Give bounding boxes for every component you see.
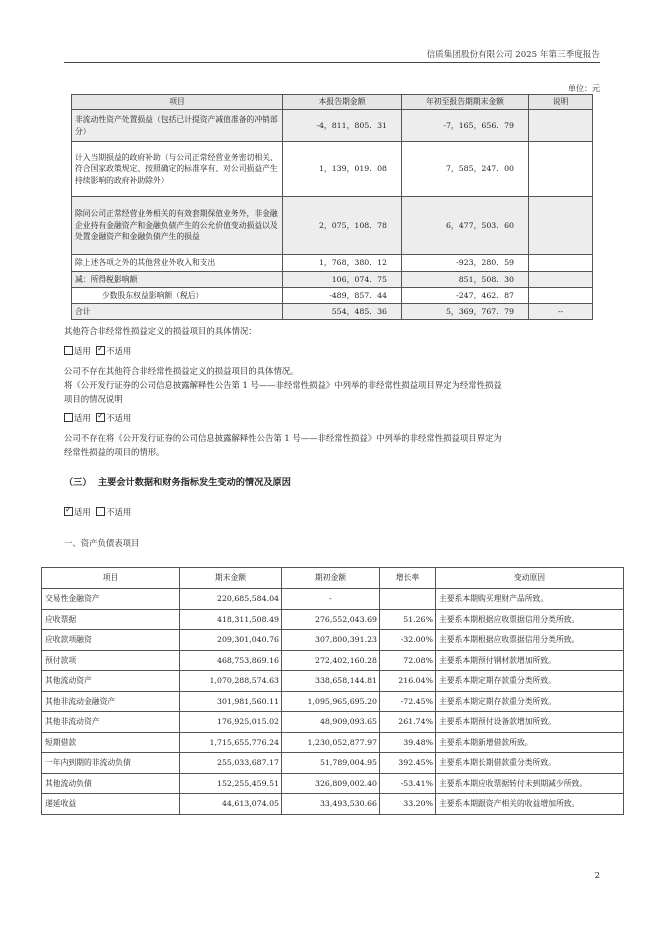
row-label: 交易性金融资产 <box>42 589 180 610</box>
cell-reason: 主要系本期购买理财产品所致。 <box>436 589 624 610</box>
non-recurring-gains-table <box>71 94 593 320</box>
cell-value: 220,685,584.04 <box>180 589 282 610</box>
cell-value: -923，280．59 <box>402 255 529 272</box>
option-label: 适用 <box>74 413 91 423</box>
cell-value: 1,070,288,574.63 <box>180 671 282 692</box>
cell-value: 261.74% <box>380 712 436 733</box>
cell-value: 209,301,040.76 <box>180 630 282 651</box>
checkbox-checked <box>64 507 73 516</box>
cell-value: 48,909,093.65 <box>282 712 380 733</box>
cell-note <box>529 110 593 142</box>
cell-value: 5，369，767．79 <box>402 304 529 320</box>
row-label: 其他非流动资产 <box>42 712 180 733</box>
row-label: 合计 <box>72 304 283 320</box>
cell-reason: 主要系本期预付钢材款增加所致。 <box>436 650 624 671</box>
paragraph: 公司不存在其他符合非经常性损益定义的损益项目的具体情况。 <box>64 366 299 376</box>
row-label: 少数股东权益影响额（税后） <box>72 288 283 304</box>
cell-value: 51.26% <box>380 609 436 630</box>
table-row <box>42 794 624 815</box>
cell-note <box>529 272 593 288</box>
cell-value: 33,493,530.66 <box>282 794 380 815</box>
cell-value: 255,033,687.17 <box>180 753 282 774</box>
table-row <box>72 272 593 288</box>
table-row <box>42 691 624 712</box>
paragraph: 其他符合非经常性损益定义的损益项目的具体情况： <box>64 326 257 336</box>
row-label: 应收款项融资 <box>42 630 180 651</box>
cell-value: 176,925,015.02 <box>180 712 282 733</box>
cell-value: 2，075，108．78 <box>283 197 402 255</box>
checkbox-unchecked <box>64 346 73 355</box>
row-label: 其他流动负债 <box>42 773 180 794</box>
table-header-row <box>42 568 624 589</box>
balance-sheet-changes-table <box>41 567 624 815</box>
cell-value: -72.45% <box>380 691 436 712</box>
unit-label: 单位：元 <box>568 84 600 93</box>
cell-reason: 主要系本期定期存款重分类所致。 <box>436 691 624 712</box>
cell-value: 6，477，503．60 <box>402 197 529 255</box>
cell-reason: 主要系本期长期借款重分类所致。 <box>436 753 624 774</box>
cell-value: 338,658,144.81 <box>282 671 380 692</box>
paragraph: 经常性损益的项目的情形。 <box>64 447 165 457</box>
cell-value: 272,402,160.28 <box>282 650 380 671</box>
cell-value: 1,715,655,776.24 <box>180 732 282 753</box>
cell-value: 326,809,002.40 <box>282 773 380 794</box>
cell-note <box>529 142 593 197</box>
cell-value: 418,311,508.49 <box>180 609 282 630</box>
cell-note <box>529 255 593 272</box>
cell-value: 1，768，380．12 <box>283 255 402 272</box>
cell-note: -- <box>529 304 593 320</box>
row-label: 预付款项 <box>42 650 180 671</box>
row-label: 除同公司正常经营业务相关的有效套期保值业务外，非金融企业持有金融资产和金融负债产生的公允价值变动损益以及处置金融资产和金融负债产生的损益 <box>72 197 283 255</box>
cell-value: 554，485．36 <box>283 304 402 320</box>
cell-value: -53.41% <box>380 773 436 794</box>
table-row <box>42 630 624 651</box>
page-number: 2 <box>594 870 600 880</box>
cell-reason: 主要系本期根据应收票据信用分类所致。 <box>436 630 624 651</box>
cell-reason: 主要系本期预付设备款增加所致。 <box>436 712 624 733</box>
table-row <box>42 650 624 671</box>
row-label: 其他非流动金融资产 <box>42 691 180 712</box>
cell-value: 44,613,074.05 <box>180 794 282 815</box>
cell-reason: 主要系本期新增借款所致。 <box>436 732 624 753</box>
cell-value: 72.08% <box>380 650 436 671</box>
table-row <box>42 732 624 753</box>
cell-value: - <box>282 589 380 610</box>
row-label: 非流动性资产处置损益（包括已计提资产减值准备的冲销部分） <box>72 110 283 142</box>
row-label: 应收票据 <box>42 609 180 630</box>
column-header: 增长率 <box>380 568 436 589</box>
cell-value: 51,789,004.95 <box>282 753 380 774</box>
table-row <box>72 255 593 272</box>
cell-value: 1，139，019．08 <box>283 142 402 197</box>
cell-value: -7，165，656．79 <box>402 110 529 142</box>
checkbox-checked <box>96 346 105 355</box>
row-label: 递延收益 <box>42 794 180 815</box>
table-row <box>42 773 624 794</box>
cell-value: 1,230,052,877.97 <box>282 732 380 753</box>
table-row <box>42 609 624 630</box>
cell-value: 307,800,391.23 <box>282 630 380 651</box>
cell-reason: 主要系本期应收票据转付未到期减少所致。 <box>436 773 624 794</box>
row-label: 计入当期损益的政府补助（与公司正常经营业务密切相关、符合国家政策规定、按照确定的标准享有、对公司损益产生持续影响的政府补助除外） <box>72 142 283 197</box>
paragraph: 将《公开发行证券的公司信息披露解释性公告第 1 号——非经常性损益》中列举的非经常性损益项目界定为经常性损益 <box>64 380 502 390</box>
checkbox-unchecked <box>64 413 73 422</box>
cell-reason: 主要系本期定期存款重分类所致。 <box>436 671 624 692</box>
column-header: 说明 <box>529 95 593 110</box>
column-header: 变动原因 <box>436 568 624 589</box>
row-label: 除上述各项之外的其他营业外收入和支出 <box>72 255 283 272</box>
row-label: 一年内到期的非流动负债 <box>42 753 180 774</box>
option-label: 不适用 <box>106 346 132 356</box>
option-label: 适用 <box>74 346 91 356</box>
cell-value: 152,255,459.51 <box>180 773 282 794</box>
cell-value: -247，462．87 <box>402 288 529 304</box>
cell-note <box>529 288 593 304</box>
table-row <box>42 671 624 692</box>
table-total-row <box>72 304 593 320</box>
cell-reason: 主要系本期跟资产相关的收益增加所致。 <box>436 794 624 815</box>
cell-value: -4，811，805．31 <box>283 110 402 142</box>
applicability-checkboxes <box>64 412 131 426</box>
row-label: 其他流动资产 <box>42 671 180 692</box>
cell-value: 276,552,043.69 <box>282 609 380 630</box>
cell-value: 7，585，247．00 <box>402 142 529 197</box>
checkbox-checked <box>96 413 105 422</box>
column-header: 本报告期金额 <box>283 95 402 110</box>
option-label: 不适用 <box>106 507 132 517</box>
column-header: 项目 <box>72 95 283 110</box>
table-row <box>42 712 624 733</box>
option-label: 适用 <box>74 507 91 517</box>
row-label: 减：所得税影响额 <box>72 272 283 288</box>
cell-value: 33.20% <box>380 794 436 815</box>
cell-value: -489，857．44 <box>283 288 402 304</box>
table-row <box>72 197 593 255</box>
cell-value: 301,981,560.11 <box>180 691 282 712</box>
table-row <box>72 288 593 304</box>
section-heading: （三） 主要会计数据和财务指标发生变动的情况及原因 <box>64 477 291 488</box>
cell-note <box>529 197 593 255</box>
cell-value <box>380 589 436 610</box>
cell-value: 1,095,965,695.20 <box>282 691 380 712</box>
paragraph: 公司不存在将《公开发行证券的公司信息披露解释性公告第 1 号——非经常性损益》中列举的非经常性损益项目界定为 <box>64 433 502 443</box>
cell-value: 39.48% <box>380 732 436 753</box>
applicability-checkboxes <box>64 345 131 359</box>
cell-value: 216.04% <box>380 671 436 692</box>
subsection-heading: 一、资产负债表项目 <box>64 538 140 548</box>
option-label: 不适用 <box>106 413 132 423</box>
column-header: 期末金额 <box>180 568 282 589</box>
cell-value: 392.45% <box>380 753 436 774</box>
column-header: 年初至报告期期末金额 <box>402 95 529 110</box>
checkbox-unchecked <box>96 507 105 516</box>
table-row <box>72 142 593 197</box>
header-divider <box>64 62 600 63</box>
table-header-row <box>72 95 593 110</box>
column-header: 期初金额 <box>282 568 380 589</box>
cell-value: 468,753,869.16 <box>180 650 282 671</box>
table-row <box>42 589 624 610</box>
table-row <box>72 110 593 142</box>
cell-value: -32.00% <box>380 630 436 651</box>
column-header: 项目 <box>42 568 180 589</box>
cell-value: 106，074．75 <box>283 272 402 288</box>
cell-value: 851，508．30 <box>402 272 529 288</box>
cell-reason: 主要系本期根据应收票据信用分类所致。 <box>436 609 624 630</box>
report-header-title: 信质集团股份有限公司 2025 年第三季度报告 <box>426 50 600 60</box>
table-row <box>42 753 624 774</box>
row-label: 短期借款 <box>42 732 180 753</box>
paragraph: 项目的情况说明 <box>64 394 123 404</box>
applicability-checkboxes <box>64 506 131 520</box>
